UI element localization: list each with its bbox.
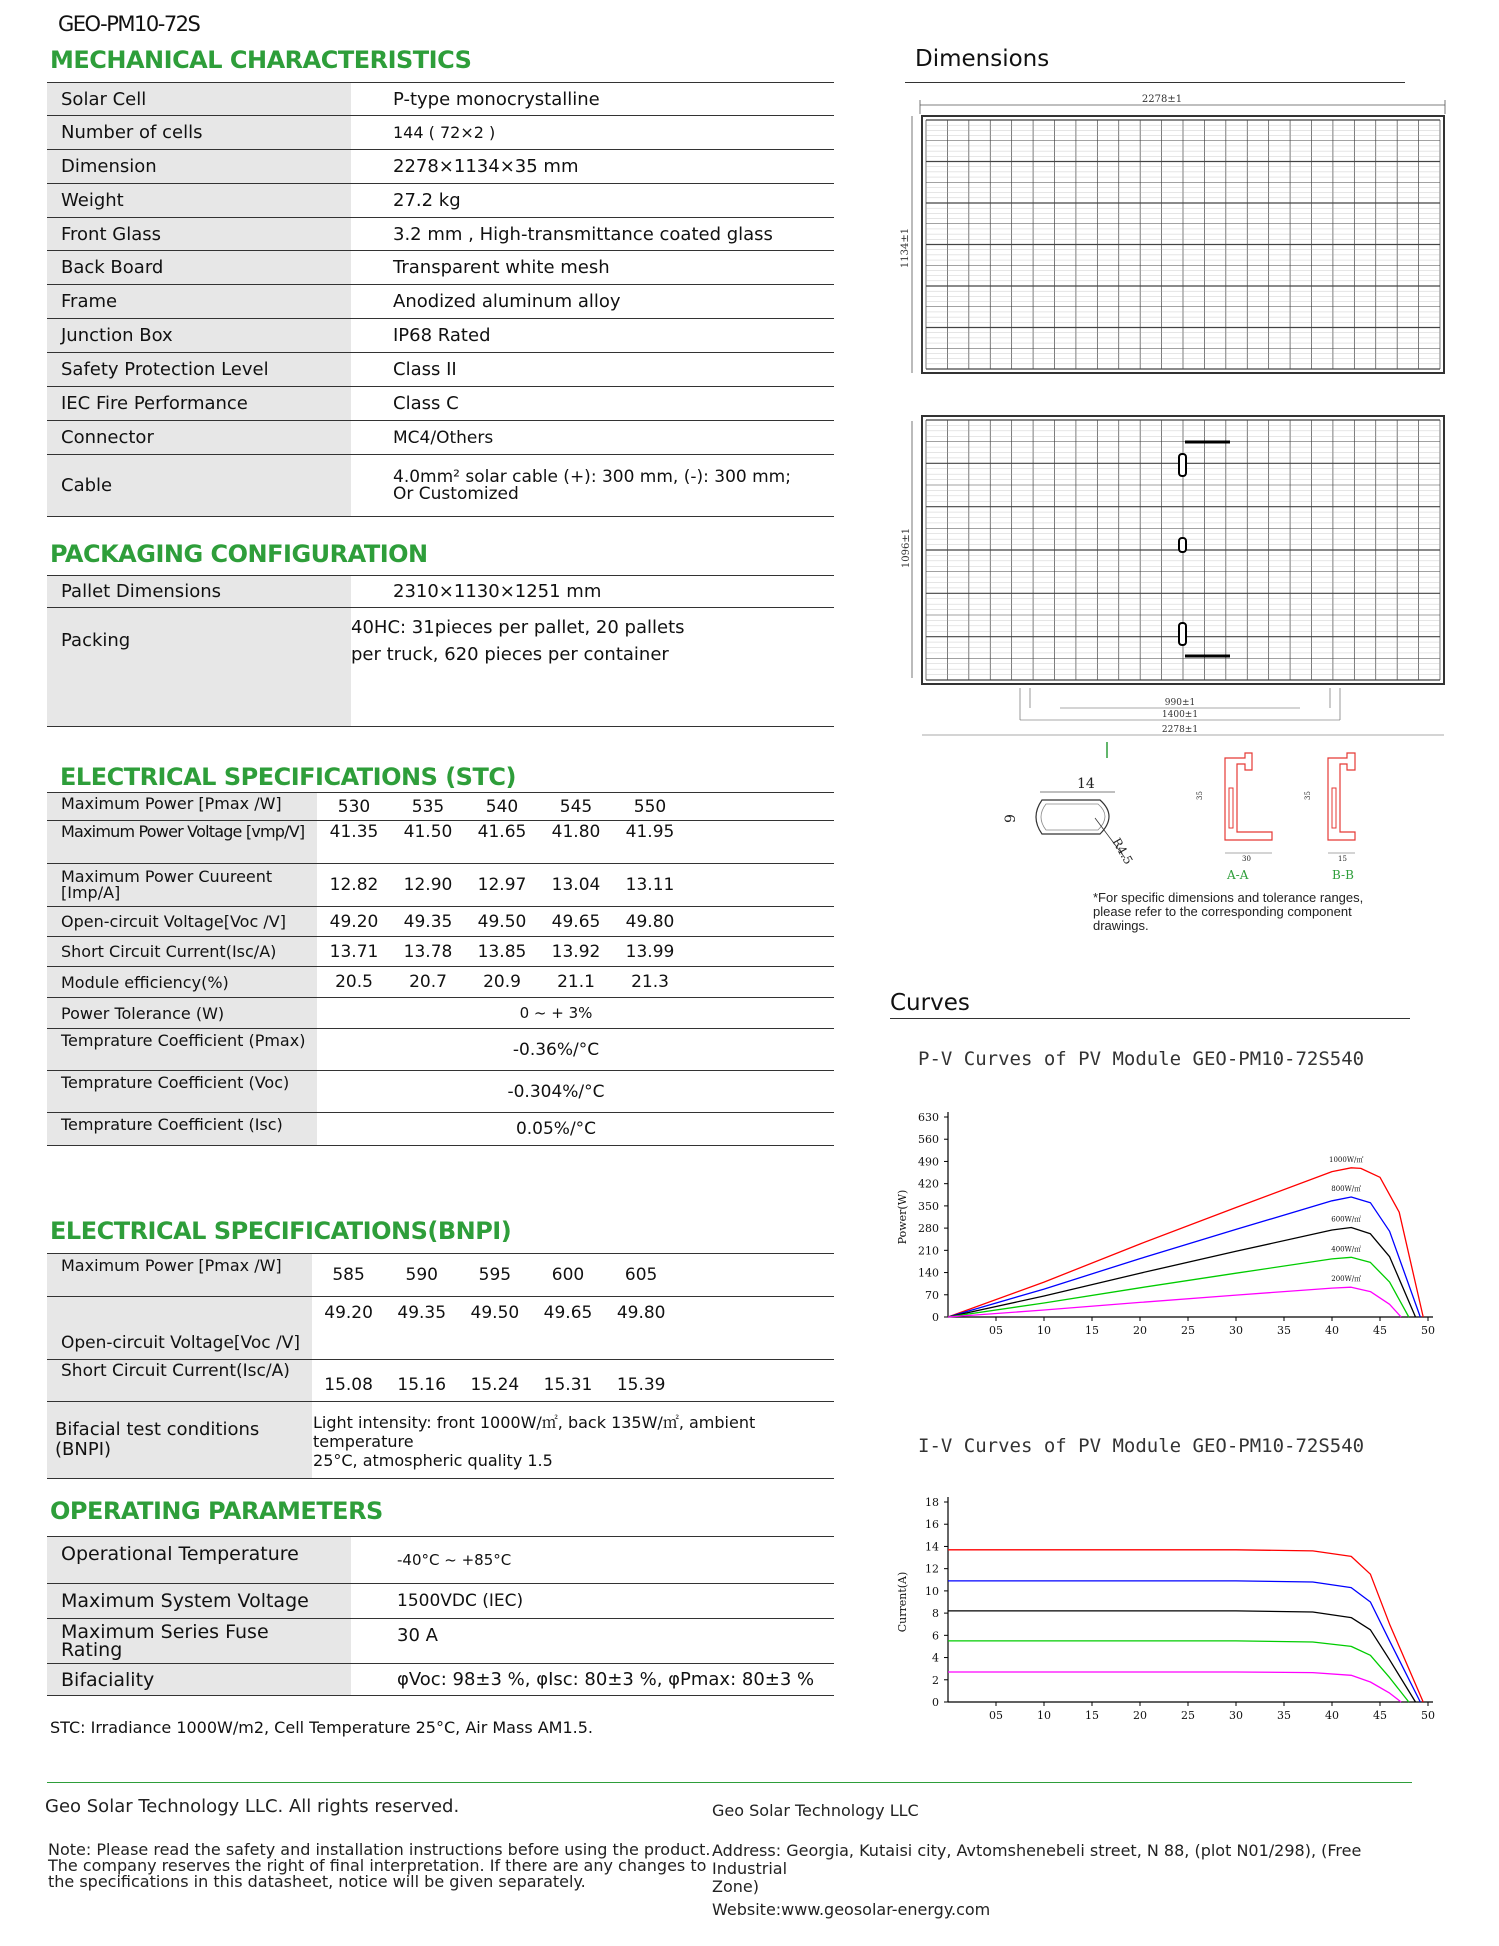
footer-company: Geo Solar Technology LLC [712,1801,919,1820]
pv-series-label: 400W/㎡ [1331,1245,1362,1254]
row-label: Maximum Power [Pmax /W] [47,1254,312,1297]
row-value: Class II [351,353,834,387]
row-label: Operational Temperature [47,1537,351,1584]
dimension-drawings [900,88,1450,948]
cell: 21.1 [539,967,613,998]
table-row [47,387,834,421]
row-value: 2310×1130×1251 mm [351,576,834,608]
frame-profile [1003,742,1136,867]
dim-1400-label: 1400±1 [1161,710,1199,720]
packaging-table [47,575,834,727]
iv-series-600 [948,1611,1416,1702]
row-value: 144 ( 72×2 ) [351,116,834,150]
dim-back-height-label: 1096±1 [901,527,912,569]
row-label: Bifaciality [47,1664,351,1696]
stc-table [47,792,834,1146]
row-label: Pallet Dimensions [47,576,351,608]
row-value: Anodized aluminum alloy [351,285,834,319]
row-label: Frame [47,285,351,319]
cell: 13.99 [613,937,687,967]
table-row [47,455,834,517]
table-row [47,251,834,285]
cell: 12.82 [317,864,391,907]
table-row [47,1584,834,1619]
row-value: P-type monocrystalline [351,83,834,116]
bb-label: B-B [1332,868,1354,882]
operating-title: OPERATING PARAMETERS [50,1497,383,1525]
iv-x-tick-label: 10 [1037,1709,1051,1722]
pv-y-tick-label: 350 [918,1199,939,1213]
table-row [47,1254,834,1297]
iv-y-tick-label: 16 [925,1518,939,1532]
tolerance-note-1: *For specific dimensions and tolerance ranges, [1093,890,1364,905]
table-row [47,576,834,608]
row-value: -40°C ~ +85°C [351,1537,834,1584]
row-label: Temprature Coefficient (Isc) [47,1113,317,1146]
packaging-title: PACKAGING CONFIGURATION [50,540,428,568]
row-value: -0.304%/°C [317,1071,834,1113]
table-row [47,1537,834,1584]
cell: 13.71 [317,937,391,967]
pv-series-600 [948,1228,1416,1318]
iv-chart-title: I-V Curves of PV Module GEO-PM10-72S540 [918,1435,1365,1457]
cell: 20.7 [391,967,465,998]
pv-x-tick-label: 25 [1181,1324,1195,1337]
pv-x-tick-label: 05 [989,1324,1003,1337]
table-row [47,319,834,353]
cell: 13.04 [539,864,613,907]
footer-address-2: Zone) [712,1877,759,1896]
pv-y-tick-label: 490 [918,1155,939,1169]
pv-y-tick-label: 70 [925,1288,939,1302]
aa-height-label: 35 [1196,791,1204,800]
row-label: Number of cells [47,116,351,150]
table-row [47,83,834,116]
cell: 15.39 [605,1360,678,1402]
iv-y-tick-label: 14 [925,1540,939,1554]
profile-9-label: 9 [1003,814,1019,823]
row-label-2: Rating [61,1639,123,1661]
iv-y-tick-label: 6 [932,1629,939,1643]
row-value: MC4/Others [351,421,834,455]
cell: 595 [458,1254,531,1297]
cell: 49.50 [458,1297,531,1360]
footer-note-1: Note: Please read the safety and installation instructions before using the product. [48,1840,711,1859]
row-value: Transparent white mesh [351,251,834,285]
pv-x-tick-label: 10 [1037,1324,1051,1337]
row-value: 3.2 mm , High-transmittance coated glass [351,218,834,251]
cell: 49.35 [391,907,465,937]
iv-y-tick-label: 10 [925,1584,939,1598]
iv-x-tick-label: 40 [1325,1709,1339,1722]
pv-series-label: 600W/㎡ [1331,1215,1362,1224]
pv-x-tick-label: 15 [1085,1324,1099,1337]
pv-x-tick-label: 45 [1373,1324,1387,1337]
curves-title: Curves [890,990,970,1016]
footer-rights: Geo Solar Technology LLC. All rights reserved. [45,1796,460,1817]
bifacial-label-2: (BNPI) [55,1439,112,1460]
cell: 15.08 [312,1360,385,1402]
pv-series-label: 200W/㎡ [1331,1275,1362,1284]
table-row [47,793,834,821]
iv-x-tick-label: 15 [1085,1709,1099,1722]
row-label-2: [Imp/A] [61,883,121,902]
cell: 605 [605,1254,678,1297]
table-row [47,907,834,937]
cable-line-1: 4.0mm² solar cable (+): 300 mm, (-): 300 mm; [393,466,791,487]
bnpi-title: ELECTRICAL SPECIFICATIONS(BNPI) [50,1217,512,1245]
cell: 15.16 [385,1360,458,1402]
packing-line-1: 40HC: 31pieces per pallet, 20 pallets [351,617,685,638]
bifacial-line-1: Light intensity: front 1000W/㎡, back 135W/㎡, ambient temperature [313,1413,756,1451]
bb-height-label: 35 [1304,791,1312,800]
table-row [47,1029,834,1071]
cell: 49.65 [539,907,613,937]
footer-address-1: Address: Georgia, Kutaisi city, Avtomshenebeli street, N 88, (plot N01/298), (Free Industrial [712,1841,1362,1878]
front-view [900,94,1445,373]
aa-width-label: 30 [1242,855,1251,863]
row-label: Open-circuit Voltage[Voc /V] [47,907,317,937]
row-label: Maximum System Voltage [47,1584,351,1619]
iv-x-tick-label: 45 [1373,1709,1387,1722]
pv-chart [888,1095,1438,1360]
cell: 15.31 [531,1360,604,1402]
table-row [47,421,834,455]
row-label: Temprature Coefficient (Voc) [47,1071,317,1113]
pv-x-tick-label: 20 [1133,1324,1147,1337]
cell: 49.20 [312,1297,385,1360]
dimensions-rule [905,82,1405,83]
row-value: φVoc: 98±3 %, φIsc: 80±3 %, φPmax: 80±3 % [351,1664,834,1696]
row-label: Maximum Series Fuse [61,1621,269,1643]
tolerance-note-3: drawings. [1093,918,1149,933]
tolerance-note-2: please refer to the corresponding component [1093,904,1352,919]
cell: 13.85 [465,937,539,967]
aa-label: A-A [1227,868,1249,882]
row-label: Connector [47,421,351,455]
model-title: GEO-PM10-72S [58,12,200,36]
table-row [47,998,834,1029]
pv-y-tick-label: 280 [918,1222,939,1236]
row-label: Packing [47,608,351,727]
cell: 550 [613,793,687,821]
iv-chart [888,1480,1438,1745]
row-label: Temprature Coefficient (Pmax) [47,1029,317,1071]
pv-series-label: 1000W/㎡ [1329,1155,1364,1164]
cell: 20.5 [317,967,391,998]
iv-x-tick-label: 20 [1133,1709,1147,1722]
row-value: Class C [351,387,834,421]
footer-note-2: The company reserves the right of final interpretation. If there are any changes to [48,1856,707,1875]
iv-x-tick-label: 05 [989,1709,1003,1722]
table-row [47,937,834,967]
row-label: Maximum Power Cuureent [61,867,273,886]
pv-y-axis-label: Power(W) [896,1189,909,1245]
row-label: Solar Cell [47,83,351,116]
pv-y-tick-label: 420 [918,1177,939,1191]
cell: 600 [531,1254,604,1297]
footer-note-3: the specifications in this datasheet, notice will be given separately. [48,1872,586,1891]
table-row [47,150,834,184]
table-row [47,218,834,251]
cell: 41.80 [539,821,613,864]
row-label: Open-circuit Voltage[Voc /V] [47,1297,312,1360]
pv-y-tick-label: 0 [932,1311,939,1324]
cell: 20.9 [465,967,539,998]
row-value: 1500VDC (IEC) [351,1584,834,1619]
cell: 13.92 [539,937,613,967]
profile-14-label: 14 [1077,776,1095,792]
iv-y-tick-label: 12 [925,1562,939,1576]
table-row [47,353,834,387]
table-row [47,116,834,150]
dim-height-label: 1134±1 [900,227,911,269]
iv-y-tick-label: 18 [925,1496,939,1509]
table-row [47,1619,834,1664]
mechanical-table [47,82,834,517]
cell: 49.50 [465,907,539,937]
table-row [47,1664,834,1696]
pv-x-tick-label: 40 [1325,1324,1339,1337]
pv-chart-title: P-V Curves of PV Module GEO-PM10-72S540 [918,1048,1365,1070]
table-row [47,608,834,727]
dim-990-label: 990±1 [1164,698,1196,708]
cell: 49.80 [605,1297,678,1360]
dim-2278-label: 2278±1 [1161,725,1199,735]
cell: 12.97 [465,864,539,907]
iv-y-tick-label: 0 [932,1696,939,1709]
cell: 545 [539,793,613,821]
row-label: Dimension [47,150,351,184]
iv-x-tick-label: 25 [1181,1709,1195,1722]
cell: 41.65 [465,821,539,864]
cell: 12.90 [391,864,465,907]
row-label: Junction Box [47,319,351,353]
cell: 540 [465,793,539,821]
row-label: Weight [47,184,351,218]
iv-y-axis-label: Current(A) [896,1571,909,1633]
curves-rule [890,1018,1410,1019]
dimensions-title: Dimensions [915,46,1050,72]
table-row [47,1297,834,1360]
iv-x-tick-label: 30 [1229,1709,1243,1722]
packing-line-2: per truck, 620 pieces per container [351,644,669,665]
iv-y-tick-label: 8 [932,1607,939,1621]
table-row [47,1402,834,1479]
row-label: Maximum Power Voltage [vmp/V] [47,821,317,864]
cell: 41.50 [391,821,465,864]
table-row [47,821,834,864]
cell: 590 [385,1254,458,1297]
table-row [47,285,834,319]
back-view [901,416,1444,735]
pv-y-tick-label: 140 [918,1266,939,1280]
table-row [47,184,834,218]
row-label: Short Circuit Current(Isc/A) [47,1360,312,1402]
table-row [47,1360,834,1402]
cell: 13.78 [391,937,465,967]
table-row [47,967,834,998]
section-profiles [1196,753,1355,882]
row-value: 0.05%/°C [317,1113,834,1146]
iv-series-1000 [948,1550,1423,1702]
table-row [47,864,834,907]
row-label: Cable [47,455,351,517]
row-label: Module efficiency(%) [47,967,317,998]
cell: 530 [317,793,391,821]
iv-x-tick-label: 35 [1277,1709,1291,1722]
footer-website: Website:www.geosolar-energy.com [712,1900,991,1919]
row-value: IP68 Rated [351,319,834,353]
cell: 15.24 [458,1360,531,1402]
cell: 585 [312,1254,385,1297]
row-label: Front Glass [47,218,351,251]
operating-table [47,1536,834,1696]
cable-line-2: Or Customized [393,483,519,504]
pv-y-tick-label: 630 [918,1111,939,1124]
bifacial-line-2: 25°C, atmospheric quality 1.5 [313,1451,553,1470]
table-row [47,1113,834,1146]
row-value: 0 ~ + 3% [317,998,834,1029]
bb-width-label: 15 [1338,855,1347,863]
cell: 21.3 [613,967,687,998]
row-label: Back Board [47,251,351,285]
row-value: 30 A [351,1619,834,1664]
cell: 535 [391,793,465,821]
cell: 13.11 [613,864,687,907]
iv-series-200 [948,1672,1401,1702]
iv-y-tick-label: 4 [932,1651,939,1665]
pv-x-tick-label: 35 [1277,1324,1291,1337]
iv-x-tick-label: 50 [1421,1709,1435,1722]
cell: 49.65 [531,1297,604,1360]
cell: 41.95 [613,821,687,864]
row-label: IEC Fire Performance [47,387,351,421]
row-value: 27.2 kg [351,184,834,218]
row-label: Power Tolerance (W) [47,998,317,1029]
table-row [47,1071,834,1113]
pv-y-tick-label: 560 [918,1133,939,1147]
row-value: -0.36%/°C [317,1029,834,1071]
stc-note: STC: Irradiance 1000W/m2, Cell Temperature 25°C, Air Mass AM1.5. [50,1718,594,1737]
iv-y-tick-label: 2 [932,1673,939,1687]
cell-grid [926,120,1440,369]
profile-r-label: R4.5 [1109,835,1136,867]
bnpi-table [47,1253,834,1479]
cell: 49.35 [385,1297,458,1360]
row-label: Safety Protection Level [47,353,351,387]
pv-x-tick-label: 30 [1229,1324,1243,1337]
row-value: 2278×1134×35 mm [351,150,834,184]
pv-series-label: 800W/㎡ [1331,1185,1362,1193]
row-label: Short Circuit Current(Isc/A) [47,937,317,967]
bifacial-label-1: Bifacial test conditions [55,1419,260,1440]
cell: 49.20 [317,907,391,937]
cell: 49.80 [613,907,687,937]
footer-rule [47,1782,1412,1783]
mechanical-title: MECHANICAL CHARACTERISTICS [50,46,472,74]
dim-width-label: 2278±1 [1141,94,1183,105]
pv-x-tick-label: 50 [1421,1324,1435,1337]
stc-title: ELECTRICAL SPECIFICATIONS (STC) [60,763,516,791]
row-label: Maximum Power [Pmax /W] [47,793,317,821]
cell: 41.35 [317,821,391,864]
pv-y-tick-label: 210 [918,1244,939,1258]
